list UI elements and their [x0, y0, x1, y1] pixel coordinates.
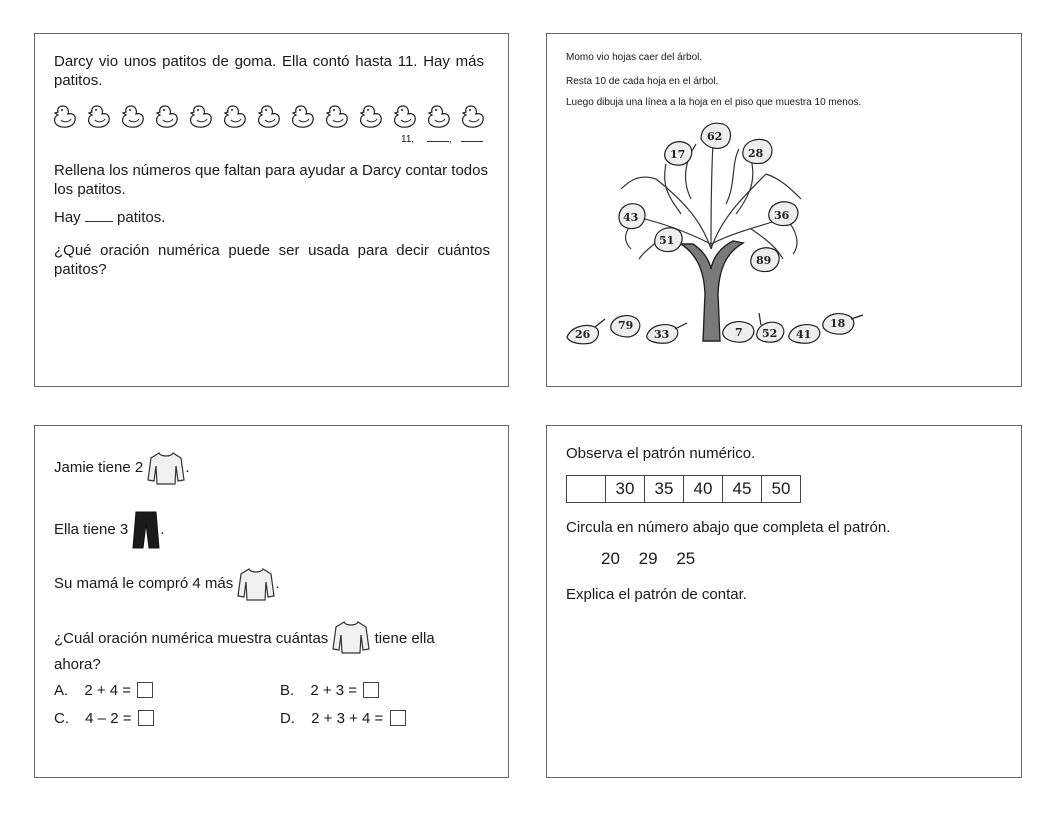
duck-icon	[123, 106, 144, 127]
choice-25[interactable]: 25	[676, 549, 696, 568]
tree-branches	[621, 144, 801, 259]
duck-icon	[361, 106, 382, 127]
ground-leaf	[823, 314, 863, 335]
question-start: ¿Cuál oración numérica muestra cuántas	[54, 630, 329, 647]
option-d[interactable]	[280, 709, 406, 728]
clothes-line-3	[54, 566, 280, 602]
leaf-number: 79	[618, 319, 634, 332]
tree-leaf	[769, 202, 798, 226]
ducks-answer-line	[54, 208, 165, 227]
leaf-number: 43	[623, 211, 639, 224]
pattern-table	[566, 475, 801, 503]
tree-leaf	[665, 142, 692, 165]
pattern-choices	[601, 549, 695, 569]
ground-leaf	[723, 322, 754, 343]
duck-icon	[259, 106, 280, 127]
card-ducks	[34, 33, 509, 387]
ground-leaves	[561, 307, 871, 347]
ducks-problem-text: Darcy vio unos patitos de goma. Ella contó hasta 11. Hay más patitos.	[54, 53, 484, 89]
leaves-line-2: Resta 10 de cada hoja en el árbol.	[566, 76, 719, 87]
duck-icon	[293, 106, 314, 127]
pattern-explain: Explica el patrón de contar.	[566, 586, 747, 603]
choice-20[interactable]: 20	[601, 549, 620, 568]
leaves-line-1: Momo vio hojas caer del árbol.	[566, 52, 703, 63]
card-clothes	[34, 425, 509, 778]
leaf-number: 7	[735, 326, 743, 339]
hay-prefix: Hay	[54, 209, 81, 226]
missing-number-blank-1[interactable]	[427, 141, 449, 142]
ground-leaf	[647, 323, 687, 343]
pattern-cell: 35	[645, 476, 684, 503]
pattern-cell: 50	[762, 476, 801, 503]
option-expression: 2 + 3 + 4 =	[311, 710, 384, 727]
option-expression: 4 – 2 =	[85, 710, 132, 727]
she-has-text: Ella tiene 3	[54, 521, 129, 538]
answer-box[interactable]	[363, 682, 379, 698]
duck-count-label: 11,	[401, 134, 415, 145]
leaf-number: 26	[575, 328, 591, 341]
option-letter: B.	[280, 682, 295, 699]
duck-icon	[225, 106, 246, 127]
clothes-line-1	[54, 450, 190, 486]
shirt-icon	[147, 450, 185, 486]
duck-count-row	[401, 134, 496, 145]
leaf-number: 18	[830, 317, 846, 330]
pants-icon	[132, 510, 160, 550]
tree-leaf	[619, 204, 645, 229]
leaf-number: 28	[748, 147, 764, 160]
leaf-number: 51	[659, 234, 675, 247]
ground-leaf	[611, 316, 640, 337]
mom-bought-text: Su mamá le compró 4 más	[54, 575, 234, 592]
option-letter: D.	[280, 710, 295, 727]
ducks-instruction: Rellena los números que faltan para ayudar a Darcy contar todos los patitos.	[54, 162, 488, 198]
pattern-cell-empty[interactable]	[567, 476, 606, 503]
leaf-number: 41	[796, 328, 812, 341]
option-letter: C.	[54, 710, 69, 727]
leaves-line-3: Luego dibuja una línea a la hoja en el piso que muestra 10 menos.	[566, 97, 862, 108]
pattern-cell: 45	[723, 476, 762, 503]
duck-icon	[429, 106, 450, 127]
question-end: tiene ella	[374, 630, 435, 647]
ducks-total-blank[interactable]	[85, 221, 113, 222]
duck-icon	[157, 106, 178, 127]
option-c[interactable]	[54, 709, 154, 728]
question-cont: ahora?	[54, 656, 101, 673]
period: .	[275, 575, 280, 592]
duck-row	[51, 100, 493, 130]
hay-suffix: patitos.	[117, 209, 166, 226]
ground-leaf	[789, 325, 820, 344]
leaf-number: 52	[762, 327, 778, 340]
jamie-has-text: Jamie tiene 2	[54, 459, 144, 476]
card-pattern	[546, 425, 1022, 778]
missing-number-blank-2[interactable]	[461, 141, 483, 142]
period: .	[160, 521, 165, 538]
answer-box[interactable]	[137, 682, 153, 698]
tree-leaf	[743, 139, 772, 163]
answer-box[interactable]	[138, 710, 154, 726]
duck-icon	[55, 106, 76, 127]
duck-icon	[191, 106, 212, 127]
choice-29[interactable]: 29	[638, 549, 658, 568]
option-b[interactable]	[280, 681, 379, 700]
blank-separator: ,	[448, 134, 452, 145]
leaf-number: 17	[670, 148, 686, 161]
duck-icon	[89, 106, 110, 127]
ground-leaf	[567, 319, 605, 344]
pattern-cell: 40	[684, 476, 723, 503]
clothes-question	[54, 619, 490, 674]
duck-icon	[395, 106, 416, 127]
card-leaves	[546, 33, 1022, 387]
shirt-icon	[237, 566, 275, 602]
tree-leaf	[701, 123, 730, 148]
pattern-instruction: Circula en número abajo que completa el patrón.	[566, 519, 891, 536]
duck-icon	[327, 106, 348, 127]
ducks-question: ¿Qué oración numérica puede ser usada para decir cuántos patitos?	[54, 242, 490, 278]
leaf-number: 36	[774, 209, 790, 222]
ground-leaf	[757, 313, 784, 342]
period: .	[185, 459, 190, 476]
leaf-number: 33	[654, 328, 670, 341]
leaf-number: 62	[707, 130, 723, 143]
option-expression: 2 + 3 =	[310, 682, 358, 699]
duck-icon	[463, 106, 484, 127]
option-expression: 2 + 4 =	[84, 682, 132, 699]
tree-leaf	[655, 228, 682, 252]
pattern-title: Observa el patrón numérico.	[566, 445, 756, 462]
clothes-line-2	[54, 510, 165, 550]
answer-box[interactable]	[390, 710, 406, 726]
shirt-icon	[332, 619, 370, 655]
option-a[interactable]	[54, 681, 153, 700]
tree-leaf	[751, 248, 779, 272]
leaf-number: 89	[756, 254, 772, 267]
pattern-cell: 30	[606, 476, 645, 503]
option-letter: A.	[54, 682, 69, 699]
